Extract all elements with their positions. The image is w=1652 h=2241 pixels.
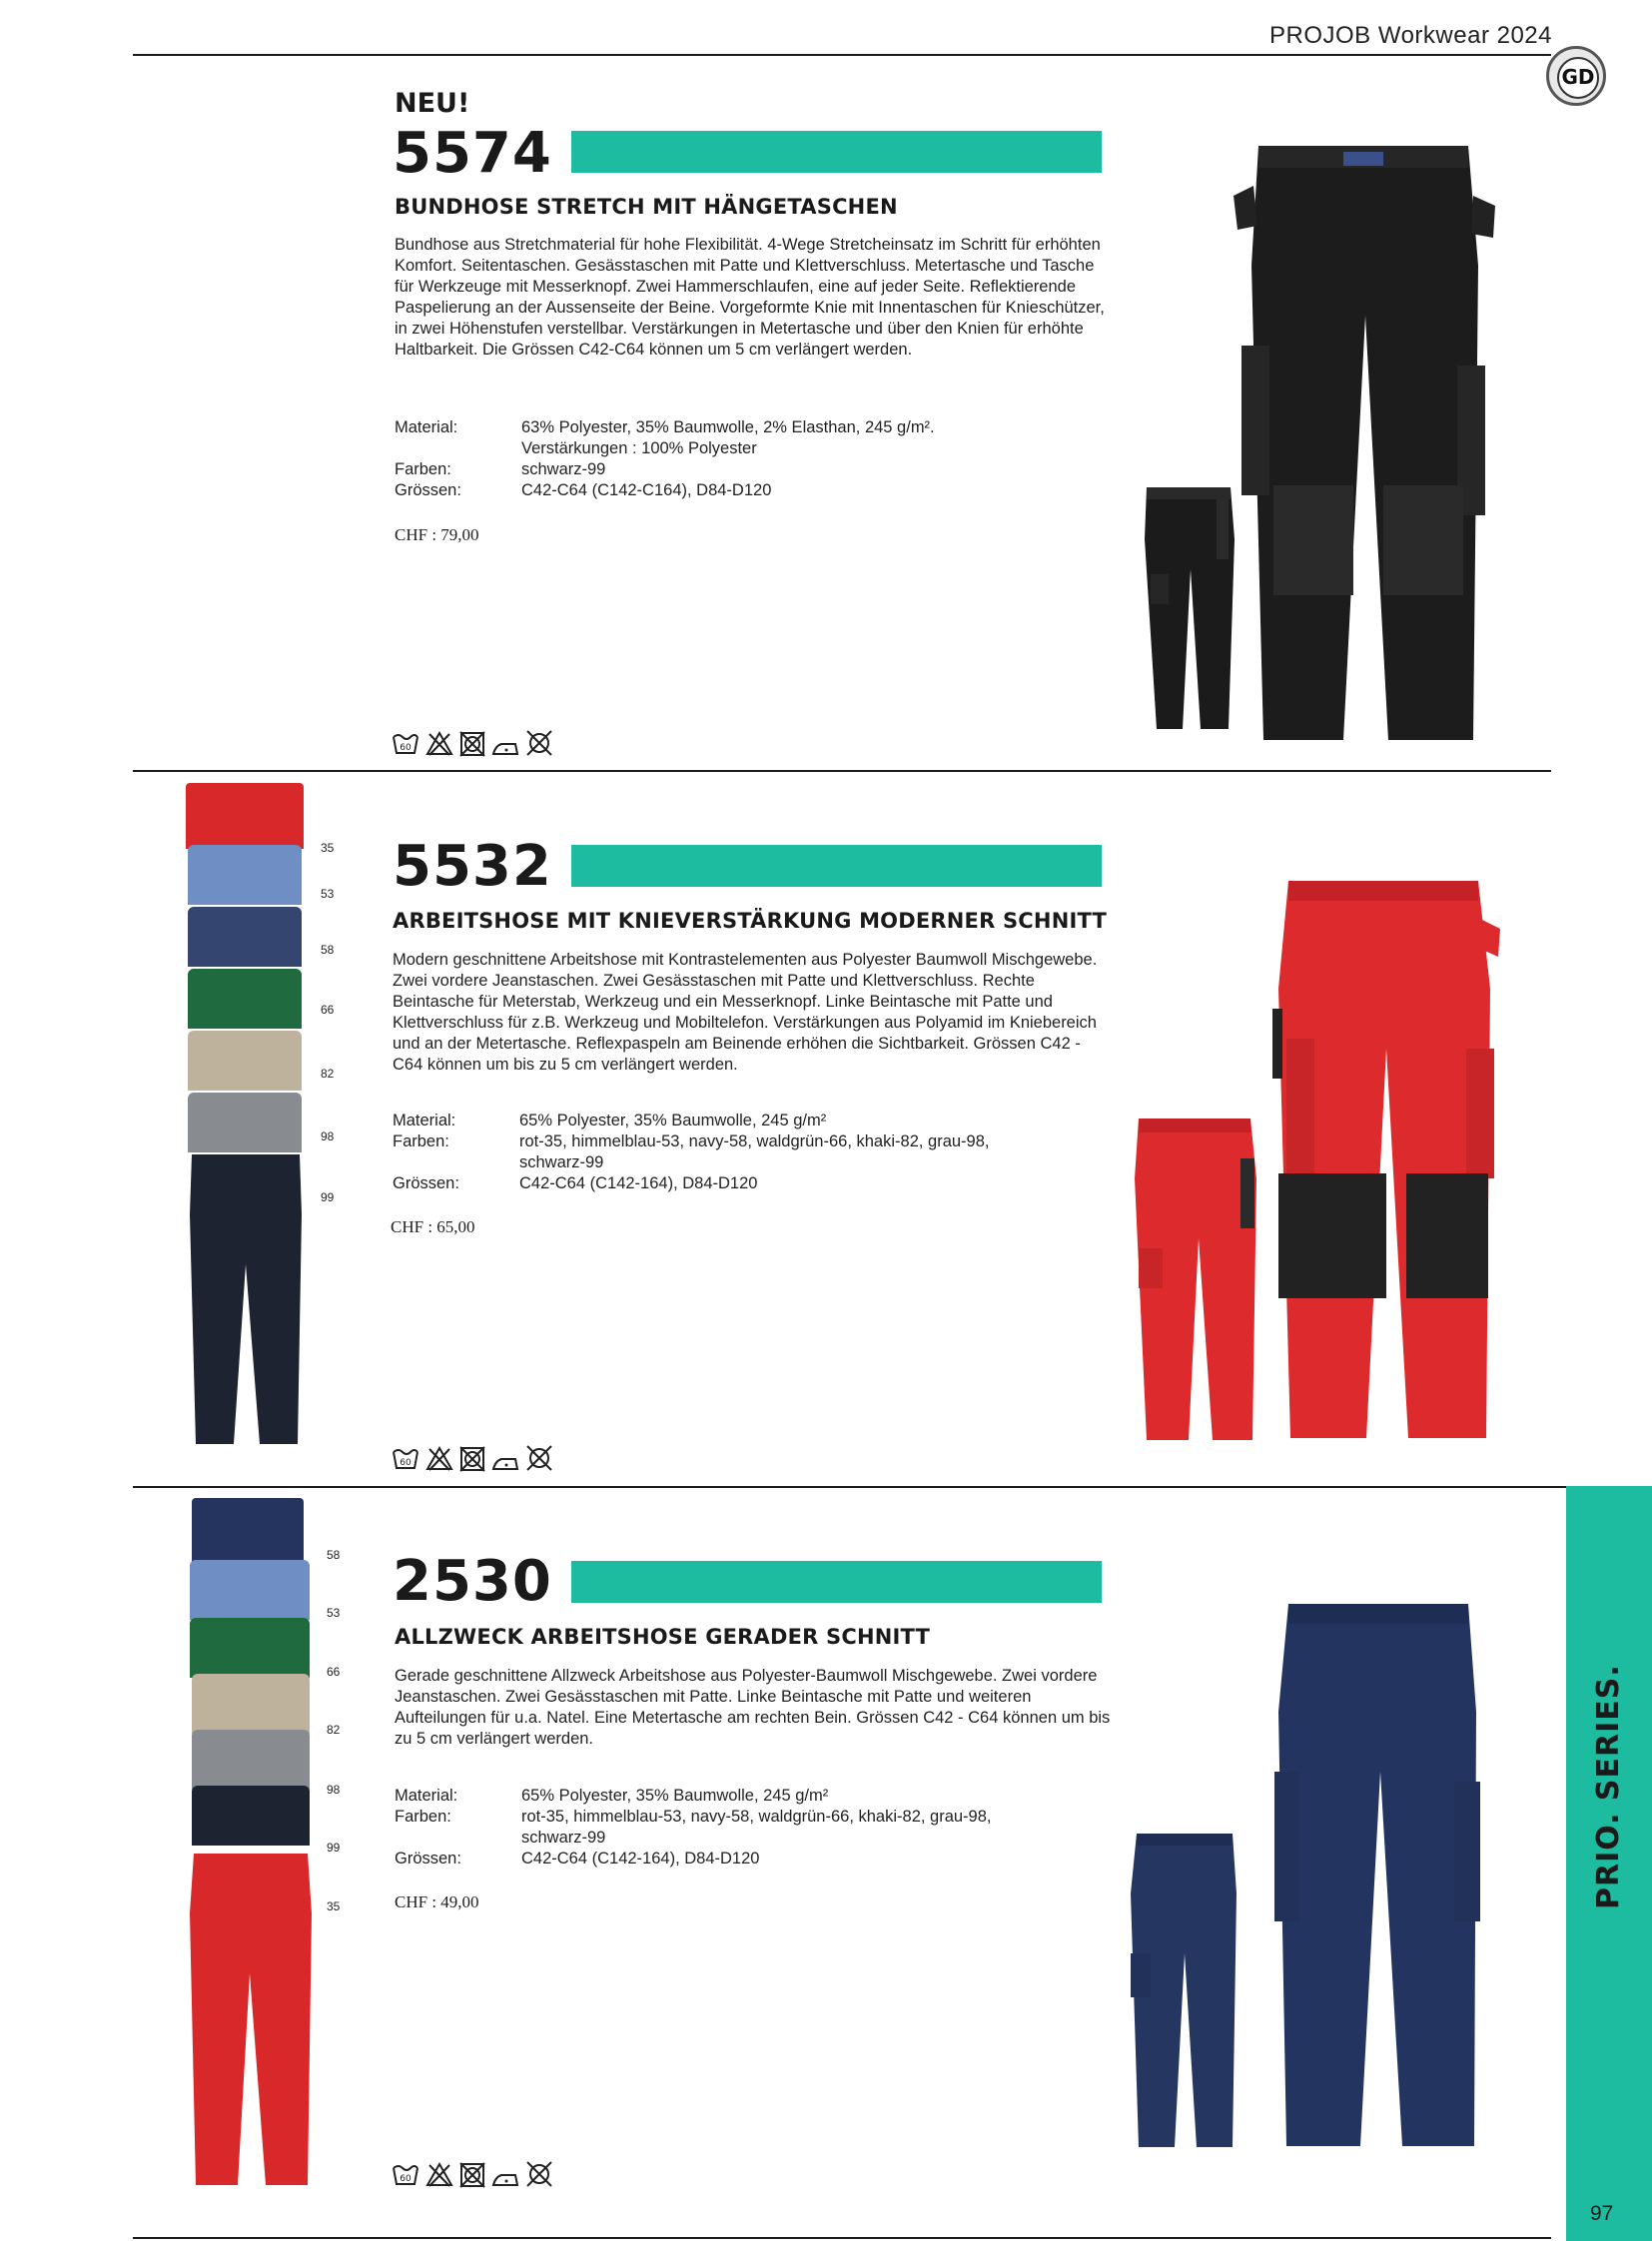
product-price: CHF : 79,00 bbox=[395, 525, 479, 544]
swatch-code: 53 bbox=[321, 887, 335, 901]
colors-value: rot-35, himmelblau-53, navy-58, waldgrün-66, khaki-82, grau-98, bbox=[521, 1808, 992, 1826]
swatch-code: 66 bbox=[327, 1665, 341, 1679]
swatch-image bbox=[188, 969, 302, 1029]
swatch-code: 82 bbox=[327, 1723, 341, 1737]
swatch-image bbox=[190, 1618, 310, 1678]
article-accent-bar bbox=[571, 131, 1102, 173]
no-bleach-icon bbox=[425, 731, 453, 757]
product-description: Modern geschnittene Arbeitshose mit Kontrastelementen aus Polyester Baumwoll Mischgewebe. Zwei vordere Jeanstaschen. Zwei Gesässtaschen mit Patte und Klettverschluss. Rechte Beintasche für Meterstab, Werkzeug und ein Messerknopf. Linke Beintasche mit Patte und Klettverschluss für z.B. Werkzeug und Mobiltelefon. Verstärkungen aus Polyamid im Kniebereich und an der Metertasche. Reflexpaspeln am Beinende erhöhen die Sichtbarkeit. Grössen C42 - C64 können um bis zu 5 cm verlängert werden. bbox=[393, 951, 1098, 1074]
material-value: 63% Polyester, 35% Baumwolle, 2% Elasthan, 245 g/m². bbox=[521, 418, 935, 436]
swatch-image bbox=[192, 1730, 310, 1790]
sizes-label: Grössen: bbox=[395, 1850, 461, 1868]
color-swatch-column bbox=[186, 783, 306, 1462]
svg-text:60: 60 bbox=[400, 1458, 412, 1468]
page-number: 97 bbox=[1590, 2202, 1614, 2225]
product-specs bbox=[395, 1786, 1094, 1875]
product-specs bbox=[393, 1111, 1092, 1200]
swatch-code: 98 bbox=[321, 1129, 335, 1143]
no-tumble-dry-icon bbox=[459, 2162, 485, 2188]
brand-logo bbox=[1546, 46, 1606, 106]
header-rule bbox=[133, 54, 1551, 56]
material-value: 65% Polyester, 35% Baumwolle, 245 g/m² bbox=[521, 1787, 829, 1805]
no-dry-clean-icon bbox=[525, 2160, 553, 2188]
swatch-image bbox=[188, 907, 302, 967]
product-front-view-image bbox=[1234, 146, 1503, 745]
colors-label: Farben: bbox=[393, 1132, 449, 1150]
swatch-code: 58 bbox=[327, 1548, 341, 1562]
swatch-code: 35 bbox=[321, 841, 335, 855]
wash-60-icon bbox=[392, 731, 419, 757]
sizes-value: C42-C64 (C142-164), D84-D120 bbox=[519, 1174, 758, 1192]
swatch-image bbox=[188, 1093, 302, 1152]
swatch-image bbox=[188, 845, 302, 905]
sizes-label: Grössen: bbox=[393, 1174, 459, 1192]
color-swatch-column bbox=[186, 1498, 316, 2187]
care-symbols bbox=[392, 1444, 553, 1472]
swatch-code: 66 bbox=[321, 1003, 335, 1017]
product-front-view-image bbox=[1268, 879, 1508, 1443]
article-number: 2530 bbox=[393, 1549, 552, 1614]
section-divider bbox=[133, 1486, 1594, 1488]
swatch-image bbox=[192, 1498, 304, 1564]
swatch-code: 82 bbox=[321, 1067, 335, 1081]
sizes-value: C42-C64 (C142-164), D84-D120 bbox=[521, 1850, 760, 1868]
colors-extra: schwarz-99 bbox=[521, 1829, 606, 1847]
no-tumble-dry-icon bbox=[459, 731, 485, 757]
no-dry-clean-icon bbox=[525, 1444, 553, 1472]
section-side-tab-label: PRIO. SERIES. bbox=[1591, 1664, 1626, 1909]
no-bleach-icon bbox=[425, 1446, 453, 1472]
product-description: Bundhose aus Stretchmaterial für hohe Flexibilität. 4-Wege Stretcheinsatz im Schritt für erhöhten Komfort. Seitentaschen. Gesässtaschen mit Patte und Klettverschluss. Metertasche und Tasche für Werkzeuge mit Messerknopf. Zwei Hammerschlaufen, eine auf jeder Seite. Reflektierende Paspelierung an der Aussenseite der Beine. Vorgeformte Knie mit Innentaschen für Knieschützer, in zwei Höhenstufen verstellbar. Verstärkungen in Metertasche und über den Knien für erhöhte Haltbarkeit. Die Grössen C42-C64 können um 5 cm verlängert werden. bbox=[395, 236, 1105, 359]
product-back-view-image bbox=[1129, 1834, 1240, 2149]
swatch-image bbox=[192, 1786, 310, 1846]
footer-rule bbox=[133, 2237, 1551, 2239]
svg-text:60: 60 bbox=[400, 2174, 412, 2184]
product-title: ARBEITSHOSE MIT KNIEVERSTÄRKUNG MODERNER SCHNITT bbox=[393, 909, 1108, 933]
no-tumble-dry-icon bbox=[459, 1446, 485, 1472]
swatch-code: 99 bbox=[321, 1190, 335, 1204]
swatch-code: 53 bbox=[327, 1606, 341, 1620]
product-front-view-image bbox=[1268, 1602, 1488, 2149]
no-bleach-icon bbox=[425, 2162, 453, 2188]
swatch-code: 99 bbox=[327, 1841, 341, 1855]
product-price: CHF : 49,00 bbox=[395, 1892, 479, 1911]
swatch-code: 98 bbox=[327, 1783, 341, 1797]
swatch-image bbox=[188, 1031, 302, 1091]
material-label: Material: bbox=[395, 1787, 458, 1805]
product-price: CHF : 65,00 bbox=[391, 1217, 475, 1236]
iron-low-icon bbox=[491, 737, 519, 757]
iron-low-icon bbox=[491, 1452, 519, 1472]
material-extra: Verstärkungen : 100% Polyester bbox=[521, 439, 757, 457]
product-title: BUNDHOSE STRETCH MIT HÄNGETASCHEN bbox=[395, 195, 898, 219]
product-description: Gerade geschnittene Allzweck Arbeitshose aus Polyester-Baumwoll Mischgewebe. Zwei vordere Jeanstaschen. Zwei Gesässtaschen mit Patte. Linke Beintasche mit Patte und weiteren Aufteilungen für u.a. Natel. Eine Metertasche am rechten Bein. Grössen C42 - C64 können um bis zu 5 cm verlängert werden. bbox=[395, 1667, 1111, 1748]
swatch-image bbox=[192, 1674, 310, 1734]
colors-label: Farben: bbox=[395, 1808, 451, 1826]
product-title: ALLZWECK ARBEITSHOSE GERADER SCHNITT bbox=[395, 1625, 931, 1649]
no-dry-clean-icon bbox=[525, 729, 553, 757]
colors-value: rot-35, himmelblau-53, navy-58, waldgrün-66, khaki-82, grau-98, bbox=[519, 1132, 990, 1150]
wash-60-icon bbox=[392, 2162, 419, 2188]
catalog-title: PROJOB Workwear 2024 bbox=[1269, 22, 1552, 49]
swatch-code: 35 bbox=[327, 1899, 341, 1913]
swatch-image bbox=[190, 1560, 310, 1620]
swatch-code: 58 bbox=[321, 943, 335, 957]
sizes-value: C42-C64 (C142-C164), D84-D120 bbox=[521, 481, 772, 499]
iron-low-icon bbox=[491, 2168, 519, 2188]
article-accent-bar bbox=[571, 845, 1102, 887]
colors-label: Farben: bbox=[395, 460, 451, 478]
sizes-label: Grössen: bbox=[395, 481, 461, 499]
product-specs bbox=[395, 417, 1094, 507]
svg-text:60: 60 bbox=[400, 743, 412, 753]
material-label: Material: bbox=[393, 1112, 456, 1129]
colors-extra: schwarz-99 bbox=[519, 1153, 604, 1171]
new-badge: NEU! bbox=[395, 88, 470, 119]
product-back-view-image bbox=[1139, 479, 1239, 734]
material-value: 65% Polyester, 35% Baumwolle, 245 g/m² bbox=[519, 1112, 827, 1129]
care-symbols bbox=[392, 2160, 553, 2188]
colors-value: schwarz-99 bbox=[521, 460, 606, 478]
material-label: Material: bbox=[395, 418, 458, 436]
brand-logo-letters: GD bbox=[1557, 57, 1599, 99]
swatch-image-full bbox=[188, 1154, 304, 1446]
product-back-view-image bbox=[1133, 1119, 1262, 1443]
swatch-image-full bbox=[186, 1854, 314, 2187]
wash-60-icon bbox=[392, 1446, 419, 1472]
swatch-image bbox=[186, 783, 304, 849]
section-divider bbox=[133, 770, 1551, 772]
care-symbols bbox=[392, 729, 553, 757]
article-number: 5532 bbox=[393, 834, 552, 899]
article-number: 5574 bbox=[393, 121, 552, 186]
article-accent-bar bbox=[571, 1561, 1102, 1603]
